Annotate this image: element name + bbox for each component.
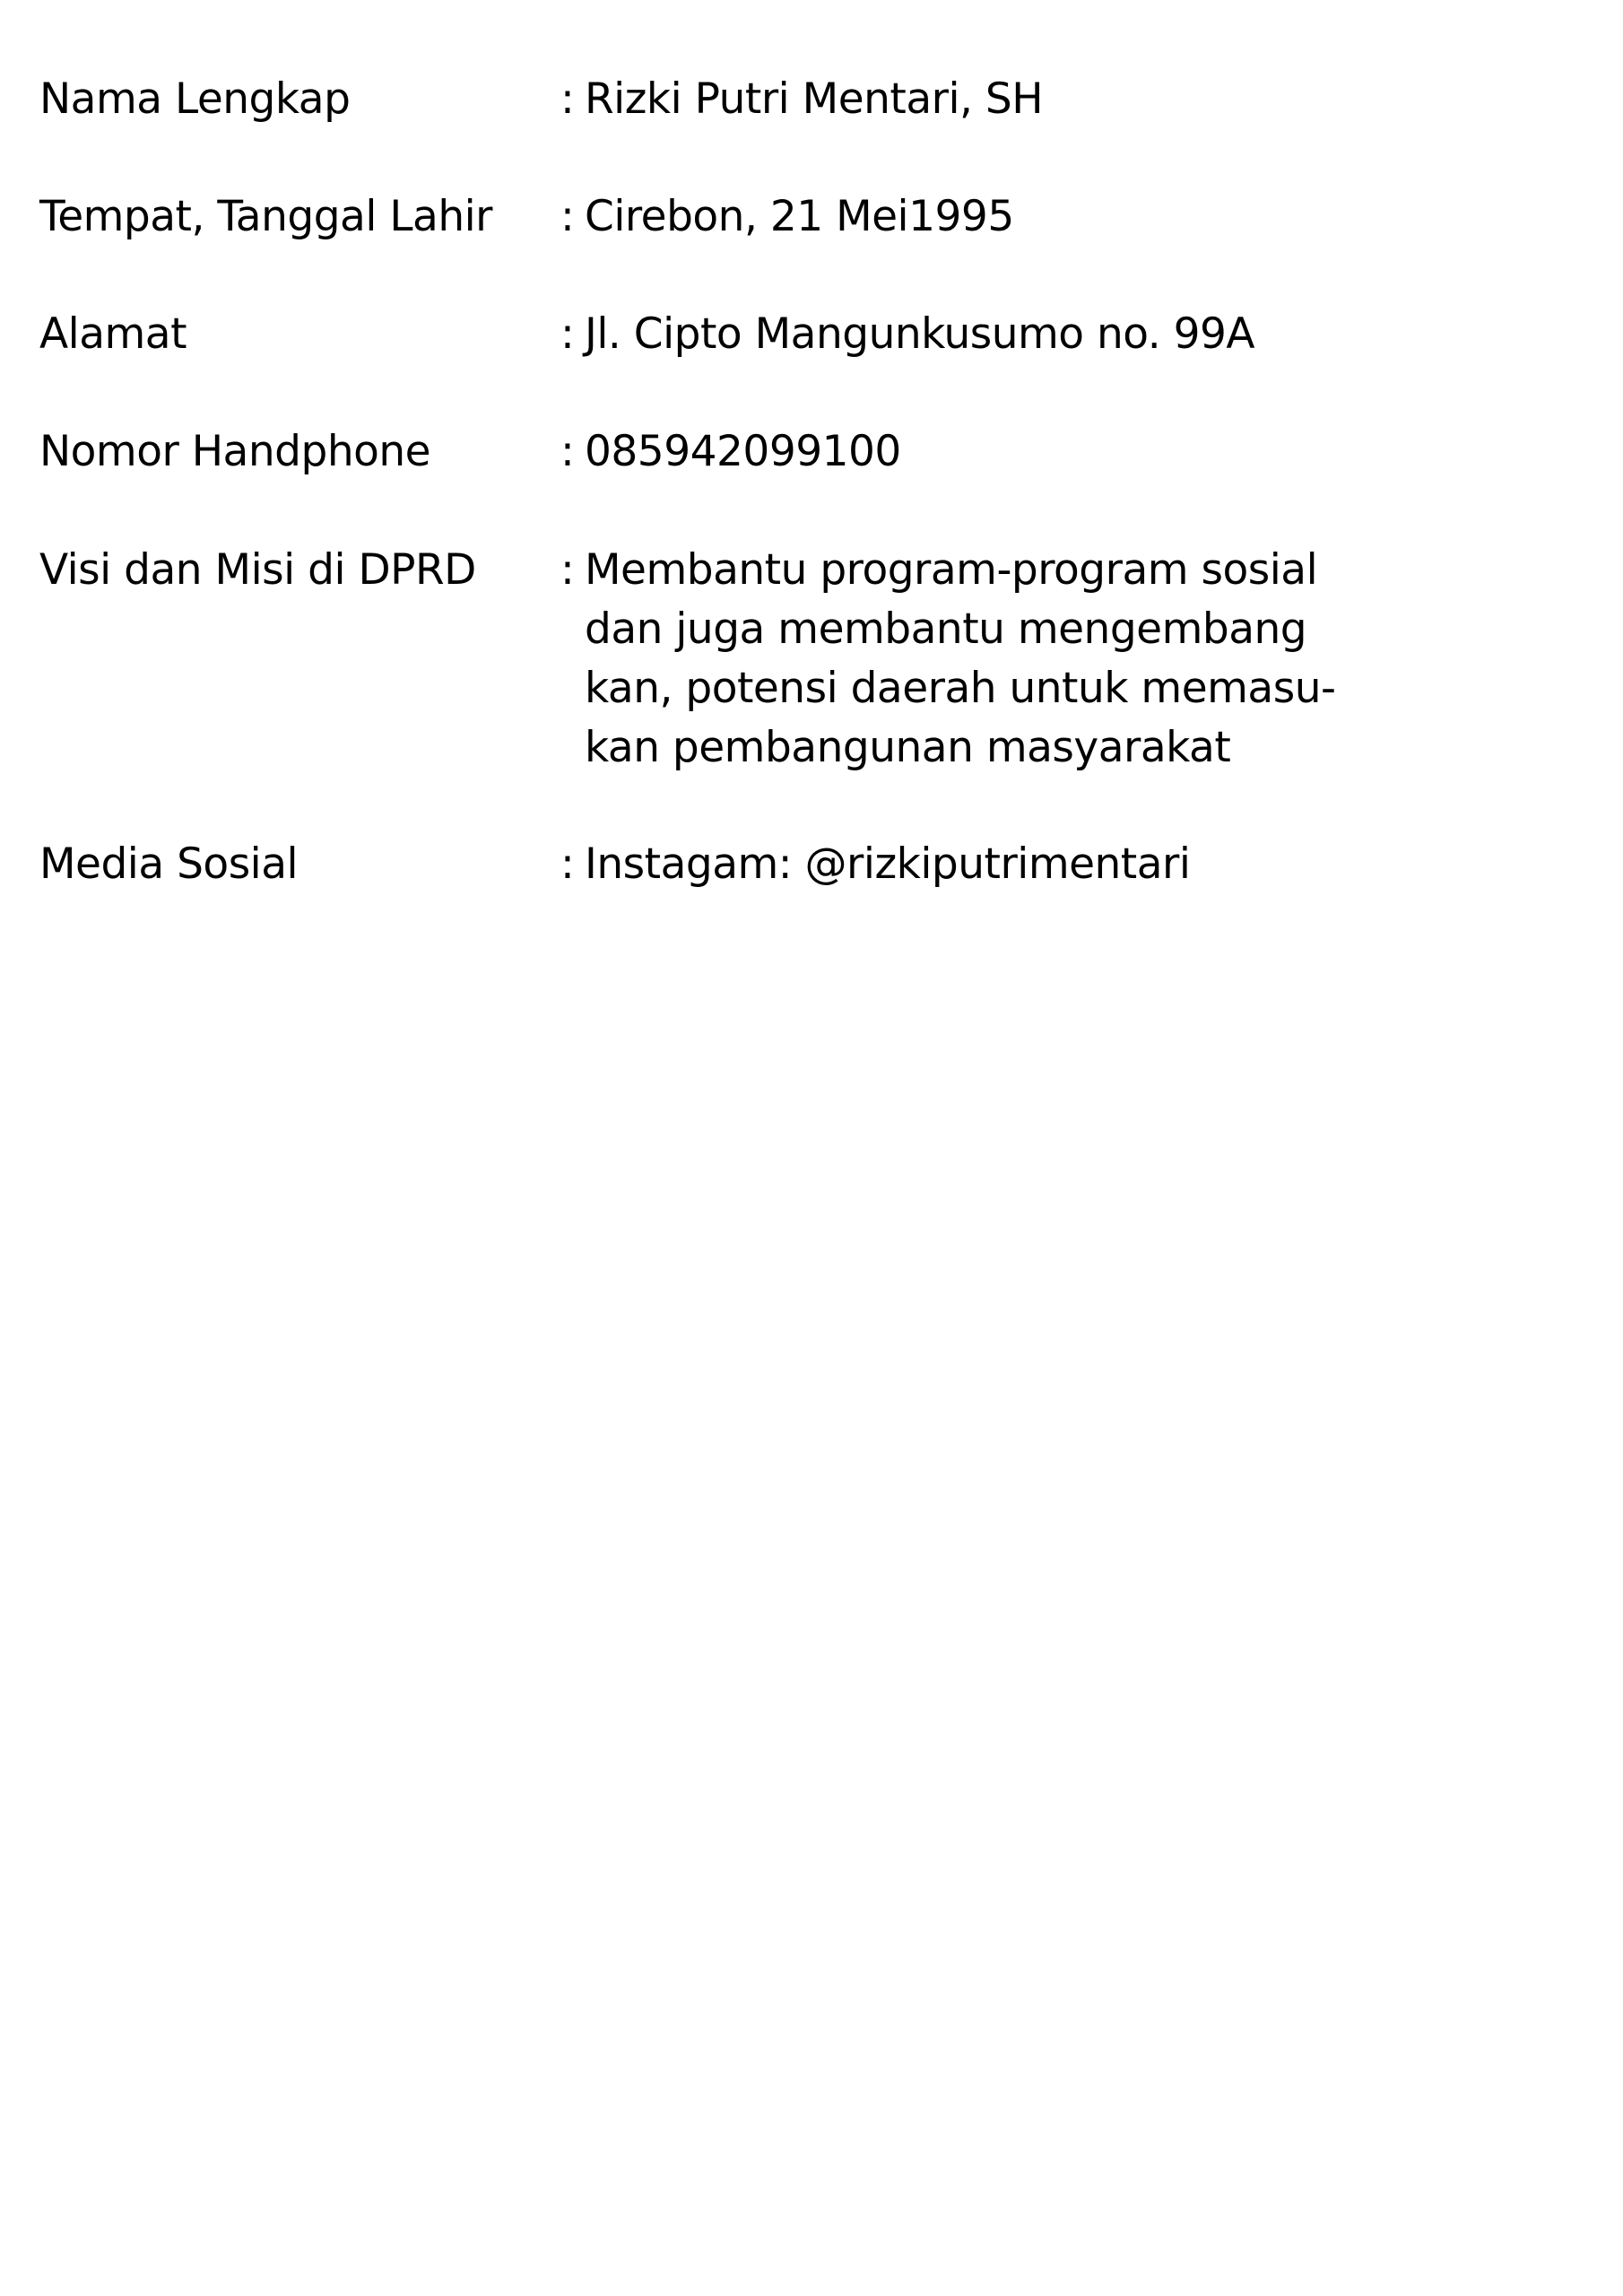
field-value: Cirebon, 21 Mei1995 [585,192,1014,241]
field-value: Rizki Putri Mentari, SH [585,74,1044,124]
field-value-multiline [585,541,1335,778]
field-alamat [39,305,1254,364]
field-colon: : [560,74,575,124]
field-colon: : [560,427,575,476]
field-value: Instagam: @rizkiputrimentari [585,839,1191,889]
value-line: Membantu program-program sosial [585,545,1318,595]
field-visi-misi [39,541,1335,778]
field-label: Nomor Handphone [39,427,431,476]
field-nomor-handphone [39,422,901,482]
field-label: Visi dan Misi di DPRD [39,545,476,595]
value-line: kan pembangunan masyarakat [585,723,1231,772]
value-line: dan juga membantu mengembang [585,604,1307,654]
field-value: 085942099100 [585,427,901,476]
field-tempat-tanggal-lahir [39,187,1014,247]
field-label: Nama Lengkap [39,74,351,124]
field-media-sosial [39,835,1190,894]
value-line: kan, potensi daerah untuk memasu- [585,664,1336,713]
field-label: Alamat [39,309,187,359]
field-value: Jl. Cipto Mangunkusumo no. 99A [585,309,1255,359]
field-label: Media Sosial [39,839,299,889]
field-colon: : [560,309,575,359]
field-colon: : [560,839,575,889]
field-nama-lengkap [39,70,1043,129]
field-colon: : [560,192,575,241]
field-colon: : [560,545,575,595]
field-label: Tempat, Tanggal Lahir [39,192,493,241]
